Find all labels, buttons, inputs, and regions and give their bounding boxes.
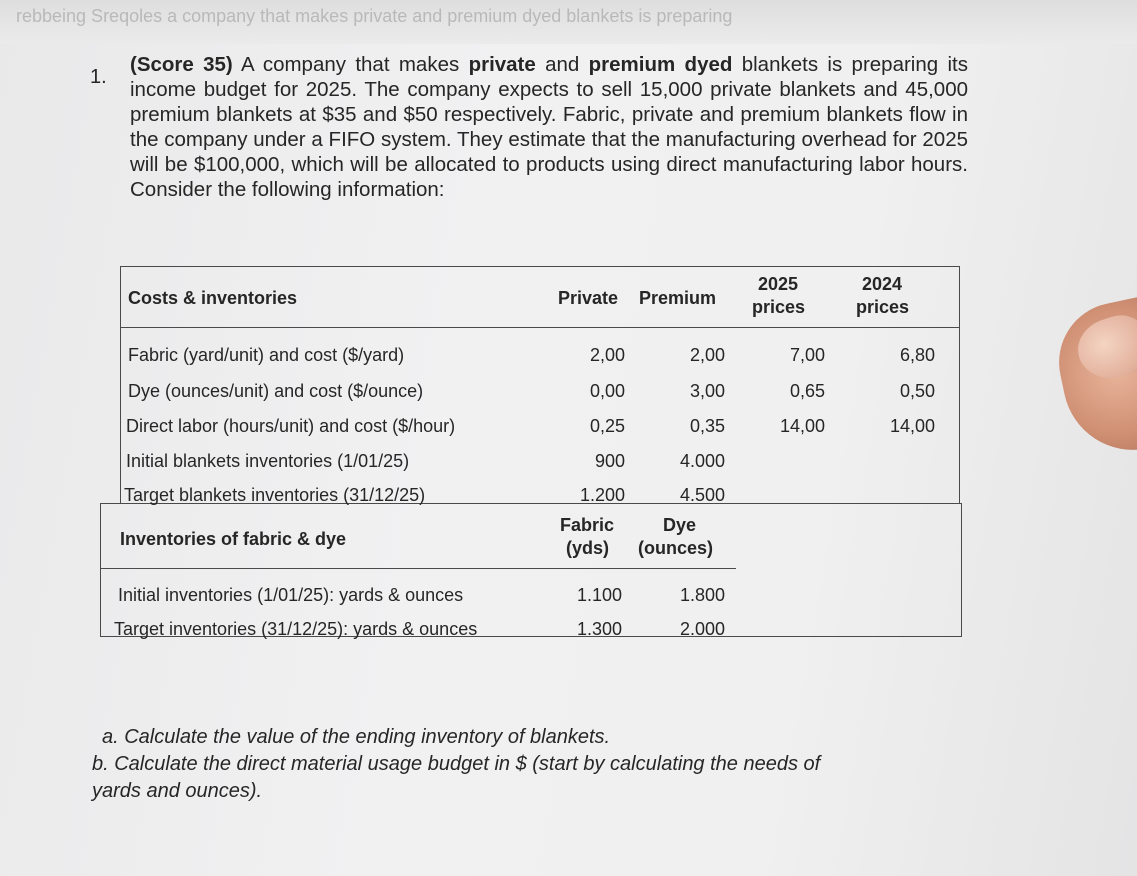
question-bold-premium-dyed: premium dyed [588, 53, 733, 76]
row-dye-private: 0,00 [589, 381, 625, 401]
row-labor-2024: 14,00 [889, 416, 935, 436]
row-dye-label: Dye (ounces/unit) and cost ($/ounce) [128, 381, 424, 401]
header-2024-prices: prices [856, 297, 910, 317]
header-2025: 2025 [758, 274, 799, 294]
inv-header-yds: (yds) [566, 538, 610, 558]
header-2025-prices: prices [752, 297, 806, 317]
row-initial-inv-private: 900 [594, 451, 625, 471]
inv-header-label: Inventories of fabric & dye [120, 529, 347, 549]
part-a: a. Calculate the value of the ending inventory of blankets. [102, 726, 611, 748]
row-labor-label: Direct labor (hours/unit) and cost ($/hour) [126, 416, 456, 436]
table-lower-frame [100, 503, 962, 637]
row-initial-inv-label: Initial blankets inventories (1/01/25) [126, 451, 410, 471]
row-target-inv-premium: 4.500 [679, 485, 725, 505]
question-bold-private: private [468, 53, 536, 76]
inv-target-fabric: 1.300 [576, 619, 622, 639]
row-fabric-2024: 6,80 [899, 345, 935, 365]
row-fabric-2025: 7,00 [789, 345, 825, 365]
inv-header-dye: Dye [663, 515, 697, 535]
row-dye-premium: 3,00 [689, 381, 725, 401]
inv-header-fabric: Fabric [560, 515, 615, 535]
inv-initial-dye: 1.800 [679, 585, 725, 605]
inv-target-dye: 2.000 [679, 619, 725, 639]
row-fabric-label: Fabric (yard/unit) and cost ($/yard) [128, 345, 405, 365]
row-labor-private: 0,25 [589, 416, 625, 436]
inv-initial-fabric: 1.100 [576, 585, 622, 605]
row-dye-2025: 0,65 [789, 381, 825, 401]
question-text-part: blankets is preparing its income budget for 2025. The company expects to sell 15,000 private blankets and 45,000 premium blankets at $35 and $50 respectively. Fabric, private and premium blankets flow in the company under a FIFO system. They estimate that the manufacturing overhead for 2025 will be $100,000, which will be allocated to products using direct manufacturing labor hours. Consider the following information: [130, 53, 968, 201]
header-divider [120, 327, 960, 328]
bleed-through-text-1: rebbeing Sreqoles a company that makes private and premium dyed blankets is preparing [16, 6, 733, 26]
question-text-part: A company that makes [232, 53, 469, 76]
row-fabric-private: 2,00 [589, 345, 625, 365]
row-target-inv-private: 1.200 [579, 485, 625, 505]
row-labor-2025: 14,00 [779, 416, 825, 436]
inv-target-label: Target inventories (31/12/25): yards & ounces [114, 619, 478, 639]
row-labor-premium: 0,35 [689, 416, 725, 436]
row-initial-inv-premium: 4.000 [679, 451, 725, 471]
part-b-line2: yards and ounces). [92, 780, 263, 802]
header-2024: 2024 [862, 274, 903, 294]
previous-page-strip [0, 0, 1137, 44]
row-dye-2024: 0,50 [899, 381, 935, 401]
inv-header-ounces: (ounces) [638, 538, 714, 558]
part-b [92, 751, 820, 778]
costs-inventories-table [100, 266, 962, 637]
part-b-line1: b. Calculate the direct material usage budget in $ (start by calculating the needs of [92, 753, 821, 775]
row-target-inv-label: Target blankets inventories (31/12/25) [124, 485, 426, 505]
question-parts [92, 724, 820, 805]
row-fabric-premium: 2,00 [689, 345, 725, 365]
header-costs-inventories: Costs & inventories [128, 288, 298, 308]
question-text [130, 52, 968, 202]
question-number: 1. [90, 66, 107, 88]
header-premium: Premium [639, 288, 717, 308]
inv-header-divider [100, 568, 736, 569]
header-private: Private [558, 288, 619, 308]
inv-initial-label: Initial inventories (1/01/25): yards & ounces [118, 585, 464, 605]
question-text-part: and [535, 53, 589, 76]
question-score: (Score 35) [130, 53, 233, 76]
